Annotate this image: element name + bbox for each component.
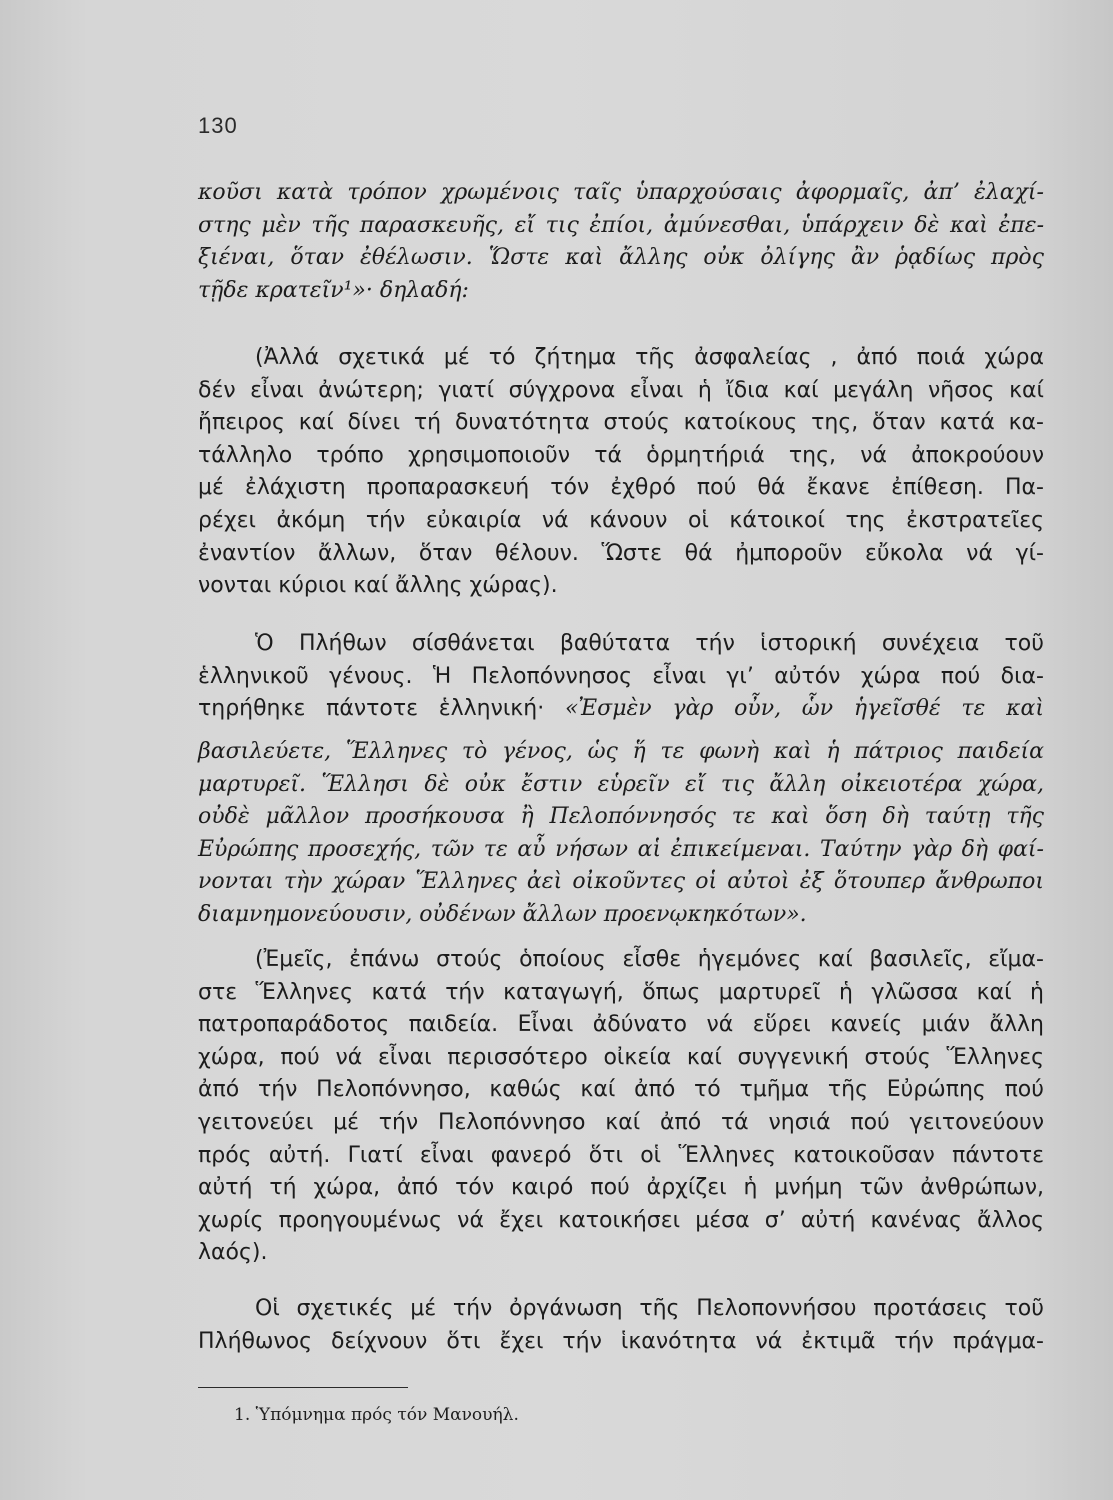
text-line: Πλήθωνος δείχνουν ὅτι ἔχει τήν ἱκανότητα νά ἐκτιμᾶ τήν πράγμα- bbox=[198, 1328, 1044, 1354]
text-line: βασιλεύετε, Ἕλληνες τὸ γένος, ὡς ἥ τε φωνὴ καὶ ἡ πάτριος παιδεία bbox=[198, 739, 1044, 764]
text-line: Ὁ Πλήθων σίσθάνεται βαθύτατα τήν ἱστορική συνέχεια τοῦ bbox=[255, 631, 1044, 656]
text-line-mixed bbox=[198, 693, 1044, 726]
text-line: ἀπό τήν Πελοπόννησο, καθώς καί ἀπό τό τμῆμα τῆς Εὐρώπης πού bbox=[198, 1077, 1044, 1103]
text-line: στε Ἕλληνες κατά τήν καταγωγή, ὅπως μαρτυρεῖ ἡ γλῶσσα καί ἡ bbox=[198, 979, 1044, 1005]
text-line: κοῦσι κατὰ τρόπον χρωμένοις ταῖς ὑπαρχούσαις ἀφορμαῖς, ἀπ’ ἐλαχί- bbox=[198, 180, 1044, 205]
text-line: ξιέναι, ὅταν ἐθέλωσιν. Ὥστε καὶ ἄλλης οὐκ ὀλίγης ἂν ῥᾳδίως πρὸς bbox=[198, 245, 1044, 271]
text-line: πατροπαράδοτος παιδεία. Εἶναι ἀδύνατο νά εὕρει κανείς μιάν ἄλλη bbox=[198, 1012, 1044, 1038]
footnote: 1. Ὑπόμνημα πρός τόν Μανουήλ. bbox=[234, 1405, 519, 1425]
text-line: γειτονεύει μέ τήν Πελοπόννησο καί ἀπό τά νησιά πού γειτονεύουν bbox=[198, 1109, 1044, 1135]
text-line: λαός). bbox=[198, 1240, 268, 1266]
page-number: 130 bbox=[198, 113, 238, 138]
ancient-quote-1 bbox=[198, 177, 1044, 307]
text-line: ρέχει ἀκόμη τήν εὐκαιρία νά κάνουν οἱ κάτοικοί της ἐκστρατεῖες bbox=[198, 507, 1044, 533]
text-line: μέ ἐλάχιστη προπαρασκευή τόν ἐχθρό πού θά ἔκανε ἐπίθεση. Πα- bbox=[198, 475, 1044, 501]
text-line: αὐτή τή χώρα, ἀπό τόν καιρό πού ἀρχίζει ἡ μνήμη τῶν ἀνθρώπων, bbox=[198, 1175, 1044, 1201]
text-segment-modern: τηρήθηκε πάντοτε ἑλληνική· bbox=[198, 696, 545, 722]
text-line: στης μὲν τῆς παρασκευῆς, εἴ τις ἐπίοι, ἀμύνεσθαι, ὑπάρχειν δὲ καὶ ἐπε- bbox=[198, 212, 1044, 238]
text-line: διαμνημονεύουσιν, οὐδένων ἄλλων προενῳκηκότων». bbox=[198, 901, 807, 927]
text-line: ἤπειρος καί δίνει τή δυνατότητα στούς κατοίκους της, ὅταν κατά κα- bbox=[198, 410, 1044, 436]
text-line: οὐδὲ μᾶλλον προσήκουσα ἢ Πελοπόννησός τε καὶ ὅση δὴ ταύτῃ τῆς bbox=[198, 804, 1044, 830]
text-line: (Ἐμεῖς, ἐπάνω στούς ὁποίους εἶσθε ἡγεμόνες καί βασιλεῖς, εἴμα- bbox=[255, 947, 1044, 972]
text-line: μαρτυρεῖ. Ἕλλησι δὲ οὐκ ἔστιν εὑρεῖν εἴ τις ἄλλη οἰκειοτέρα χώρα, bbox=[198, 771, 1044, 797]
text-line: ἐναντίον ἄλλων, ὅταν θέλουν. Ὥστε θά ἠμποροῦν εὔκολα νά γί- bbox=[198, 540, 1044, 566]
text-line: χωρίς προηγουμένως νά ἔχει κατοικήσει μέσα σ’ αὐτή κανένας ἄλλος bbox=[198, 1207, 1044, 1233]
text-line: τάλληλο τρόπο χρησιμοποιοῦν τά ὁρμητήριά της, νά ἀποκρούουν bbox=[198, 442, 1044, 468]
text-line: Οἱ σχετικές μέ τήν ὀργάνωση τῆς Πελοποννήσου προτάσεις τοῦ bbox=[255, 1296, 1044, 1321]
footnote-divider bbox=[198, 1387, 408, 1388]
translation-paragraph-2 bbox=[198, 944, 1044, 1270]
text-line: (Ἀλλά σχετικά μέ τό ζήτημα τῆς ἀσφαλείας , ἀπό ποιά χώρα bbox=[255, 345, 1044, 370]
text-line: Εὐρώπης προσεχής, τῶν τε αὖ νήσων αἱ ἐπικείμεναι. Ταύτην γὰρ δὴ φαί- bbox=[198, 836, 1044, 862]
text-line: νονται τὴν χώραν Ἕλληνες ἀεὶ οἰκοῦντες οἱ αὐτοὶ ἐξ ὅτουπερ ἄνθρωποι bbox=[198, 869, 1044, 895]
body-paragraph-3 bbox=[198, 1293, 1044, 1358]
body-paragraph-2 bbox=[198, 628, 1044, 726]
text-line: ἑλληνικοῦ γένους. Ἡ Πελοπόννησος εἶναι γι’ αὐτόν χώρα πού δια- bbox=[198, 663, 1044, 689]
text-line: πρός αὐτή. Γιατί εἶναι φανερό ὅτι οἱ Ἕλληνες κατοικοῦσαν πάντοτε bbox=[198, 1142, 1044, 1168]
text-line: χώρα, πού νά εἶναι περισσότερο οἰκεία καί συγγενική στούς Ἕλληνες bbox=[198, 1044, 1044, 1070]
text-segment-ancient: «Ἐσμὲν γὰρ οὖν, ὧν ἡγεῖσθέ τε καὶ bbox=[564, 696, 1045, 722]
translation-paragraph-1 bbox=[198, 342, 1044, 603]
ancient-quote-2 bbox=[198, 736, 1044, 932]
text-line: νονται κύριοι καί ἄλλης χώρας). bbox=[198, 573, 558, 599]
text-line: τῇδε κρατεῖν¹»· δηλαδή: bbox=[198, 277, 469, 303]
text-line: δέν εἶναι ἀνώτερη; γιατί σύγχρονα εἶναι ἡ ἴδια καί μεγάλη νῆσος καί bbox=[198, 377, 1044, 403]
